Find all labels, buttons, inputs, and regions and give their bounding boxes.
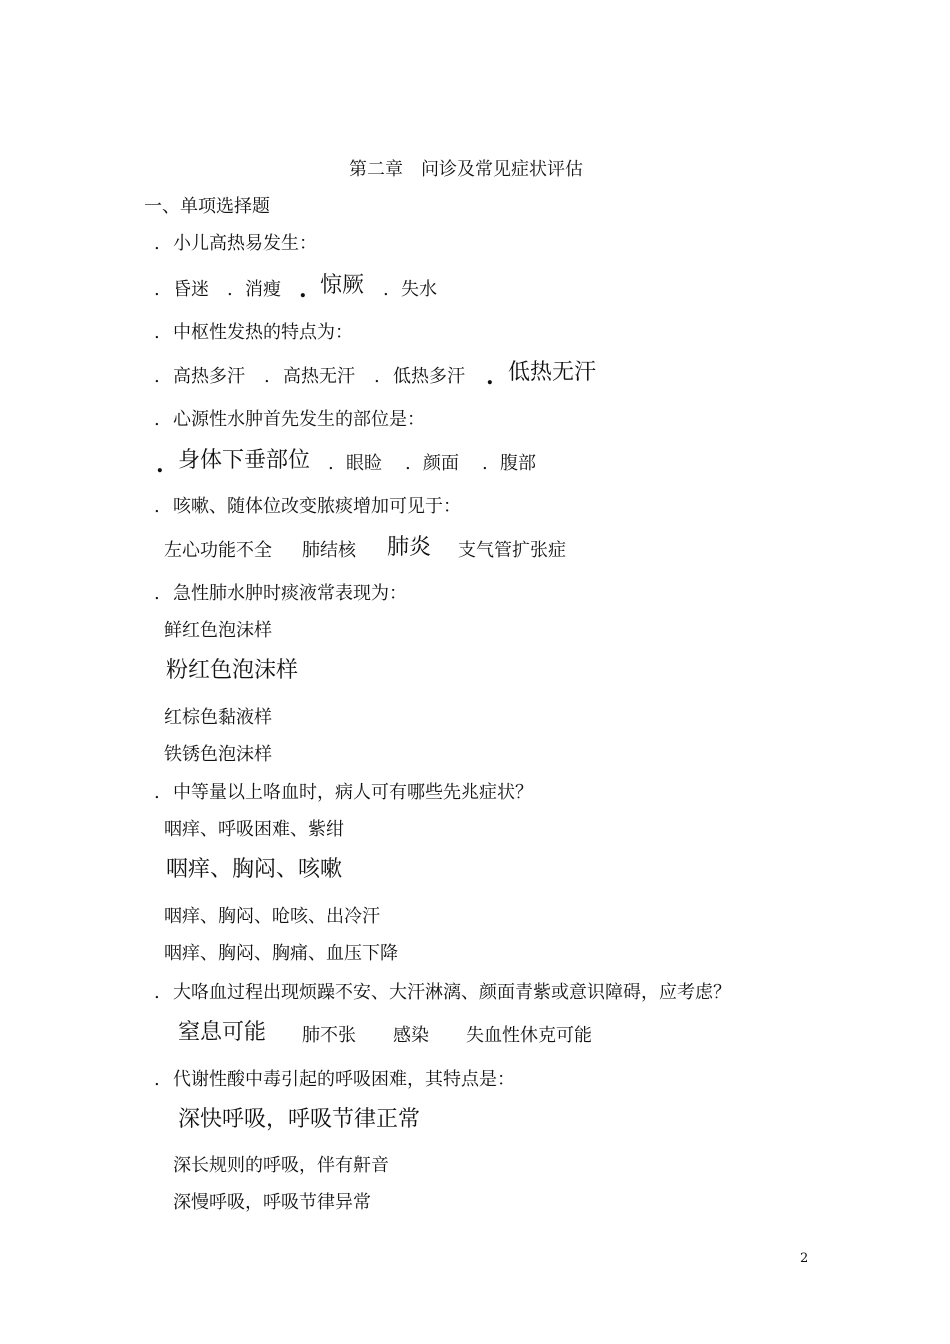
question-stem: 急性肺水肿时痰液常表现为：	[173, 583, 407, 604]
option: 失水	[401, 279, 437, 300]
option: 失血性休克可能	[466, 1025, 592, 1046]
option: 腹部	[500, 453, 536, 474]
option: 深长规则的呼吸，伴有鼾音	[173, 1155, 389, 1176]
option: 颜面	[423, 453, 459, 474]
question-stem: 小儿高热易发生：	[173, 233, 317, 254]
bullet-dot: .	[154, 1069, 160, 1090]
question-stem: 中枢性发热的特点为：	[173, 322, 353, 343]
bullet-dot: .	[154, 782, 160, 803]
bullet-dot: .	[264, 366, 270, 387]
bullet-dot: .	[154, 583, 160, 604]
option: 消瘦	[245, 279, 281, 300]
bullet-dot: .	[154, 279, 160, 300]
page-number: 2	[800, 1251, 809, 1266]
option-answer: 窒息可能	[178, 1020, 267, 1045]
bullet-dot: .	[154, 322, 160, 343]
bullet-dot: .	[299, 277, 307, 303]
page-title: 第二章 问诊及常见症状评估	[349, 159, 583, 180]
option: 肺不张	[302, 1025, 356, 1046]
bullet-dot: .	[154, 496, 160, 517]
question-stem: 咳嗽、随体位改变脓痰增加可见于：	[173, 496, 461, 517]
bullet-dot: .	[328, 453, 334, 474]
option: 深慢呼吸，呼吸节律异常	[173, 1192, 371, 1213]
option: 鲜红色泡沫样	[164, 620, 272, 641]
option: 眼睑	[346, 453, 382, 474]
bullet-dot: .	[374, 366, 380, 387]
option: 铁锈色泡沫样	[164, 744, 272, 765]
bullet-dot: .	[154, 233, 160, 254]
section-heading: 一、单项选择题	[144, 196, 270, 217]
option-answer: 身体下垂部位	[178, 448, 311, 473]
option-answer: 低热无汗	[508, 360, 597, 385]
option: 咽痒、胸闷、胸痛、血压下降	[164, 943, 398, 964]
option-answer: 粉红色泡沫样	[166, 658, 299, 683]
question-stem: 代谢性酸中毒引起的呼吸困难，其特点是：	[173, 1069, 515, 1090]
bullet-dot: .	[154, 982, 160, 1003]
bullet-dot: .	[482, 453, 488, 474]
option-answer: 肺炎	[387, 535, 432, 560]
bullet-dot: .	[405, 453, 411, 474]
option: 咽痒、呼吸困难、紫绀	[164, 819, 344, 840]
bullet-dot: .	[383, 279, 389, 300]
bullet-dot: .	[154, 409, 160, 430]
bullet-dot: .	[156, 452, 164, 478]
bullet-dot: .	[486, 364, 494, 390]
option-answer: 惊厥	[320, 273, 365, 298]
option: 高热无汗	[283, 366, 355, 387]
bullet-dot: .	[227, 279, 233, 300]
option-answer: 咽痒、胸闷、咳嗽	[166, 857, 343, 882]
question-stem: 大咯血过程出现烦躁不安、大汗淋漓、颜面青紫或意识障碍，应考虑？	[173, 982, 731, 1003]
option-answer: 深快呼吸，呼吸节律正常	[178, 1107, 421, 1132]
option: 感染	[393, 1025, 429, 1046]
option: 咽痒、胸闷、呛咳、出冷汗	[164, 906, 380, 927]
option: 高热多汗	[173, 366, 245, 387]
bullet-dot: .	[154, 366, 160, 387]
option: 低热多汗	[393, 366, 465, 387]
option: 左心功能不全	[164, 540, 272, 561]
option: 肺结核	[302, 540, 356, 561]
option: 昏迷	[173, 279, 209, 300]
option: 红棕色黏液样	[164, 707, 272, 728]
question-stem: 中等量以上咯血时，病人可有哪些先兆症状？	[173, 782, 533, 803]
option: 支气管扩张症	[458, 540, 566, 561]
question-stem: 心源性水肿首先发生的部位是：	[173, 409, 425, 430]
